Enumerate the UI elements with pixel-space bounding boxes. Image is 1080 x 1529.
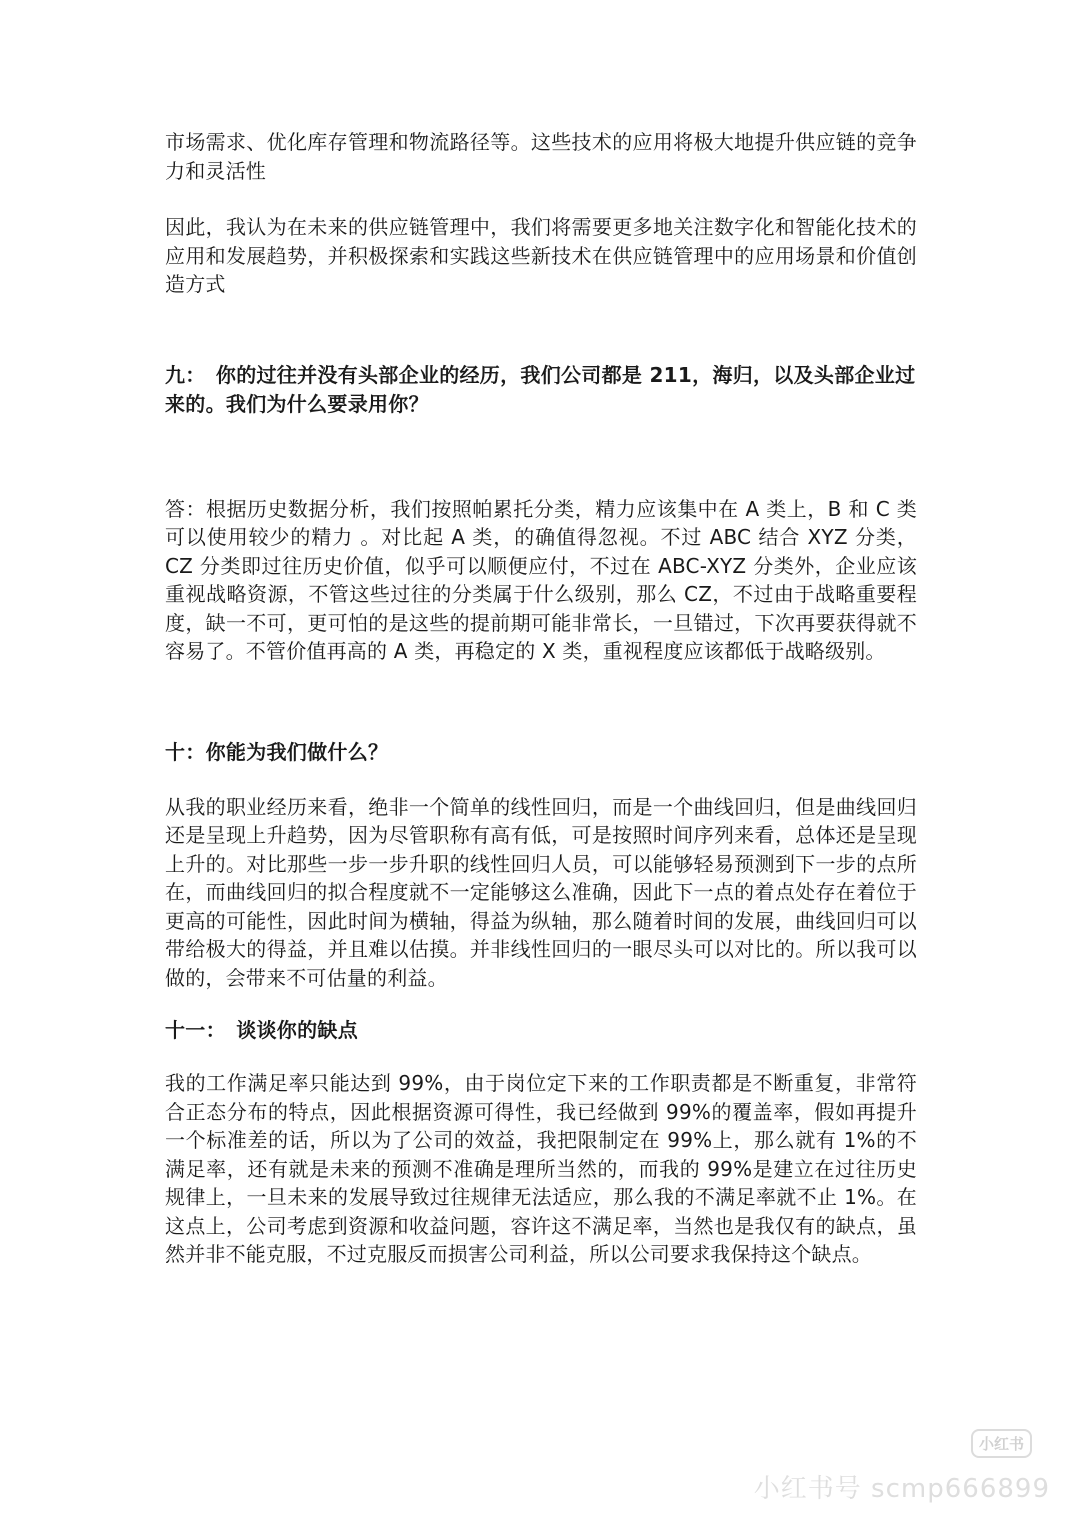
question-10-heading: 十：你能为我们做什么？: [165, 739, 389, 764]
paragraph-conclusion: 因此，我认为在未来的供应链管理中，我们将需要更多地关注数字化和智能化技术的应用和发展趋势，并积极探索和实践这些新技术在供应链管理中的应用场景和价值创造方式: [165, 215, 917, 296]
answer-10: 从我的职业经历来看，绝非一个简单的线性回归，而是一个曲线回归，但是曲线回归还是呈现上升趋势，因为尽管职称有高有低，可是按照时间序列来看，总体还是呈现上升的。对比那些一步一步升职的线性回归人员，可以能够轻易预测到下一步的点所在，而曲线回归的拟合程度就不一定能够这么准确，因此下一点的着点处存在着位于更高的可能性，因此时间为横轴，得益为纵轴，那么随着时间的发展，曲线回归可以带给极大的得益，并且难以估摸。并非线性回归的一眼尽头可以对比的。所以我可以做的，会带来不可估量的利益。: [165, 794, 917, 990]
question-11-heading: 十一： 谈谈你的缺点: [165, 1018, 358, 1042]
watermark-text: 小红书号 scmp666899: [753, 1474, 1050, 1504]
answer-11: 我的工作满足率只能达到 99%，由于岗位定下来的工作职责都是不断重复，非常符合正态分布的特点，因此根据资源可得性，我已经做到 99%的覆盖率，假如再提升一个标准差的话，所以为了公司的效益，我把限制定在 99%上，那么就有 1%的不满足率，还有就是未来的预测不准确是理所当然的，而我的 99%是建立在过往历史规律上，一旦未来的发展导致过往规律无法适应，那么我的不满足率就不止 1%。在这点上，公司考虑到资源和收益问题，容许这不满足率，当然也是我仅有的缺点，虽然并非不能克服，不过克服反而损害公司利益，所以公司要求我保持这个缺点。: [165, 1071, 917, 1266]
watermark-logo-icon: 小红书: [971, 1429, 1032, 1458]
question-9-heading: 九： 你的过往并没有头部企业的经历，我们公司都是 211，海归，以及头部企业过来的。我们为什么要录用你？: [165, 362, 916, 416]
paragraph-supply-chain-tech: 市场需求、优化库存管理和物流路径等。这些技术的应用将极大地提升供应链的竞争力和灵活性: [165, 130, 917, 183]
document-page: [165, 128, 917, 1269]
answer-9: 答：根据历史数据分析，我们按照帕累托分类，精力应该集中在 A 类上，B 和 C 类可以使用较少的精力 。对比起 A 类，的确值得忽视。不过 ABC 结合 XYZ 分类，CZ 分类即过往历史价值，似乎可以顺便应付，不过在 ABC-XYZ 分类外，企业应该重视战略资源，不管这些过往的分类属于什么级别，那么 CZ，不过由于战略重要程度，缺一不可，更可怕的是这些的提前期可能非常长，一旦错过，下次再要获得就不容易了。不管价值再高的 A 类，再稳定的 X 类，重视程度应该都低于战略级别。: [165, 496, 917, 663]
watermark: [754, 1429, 1050, 1505]
